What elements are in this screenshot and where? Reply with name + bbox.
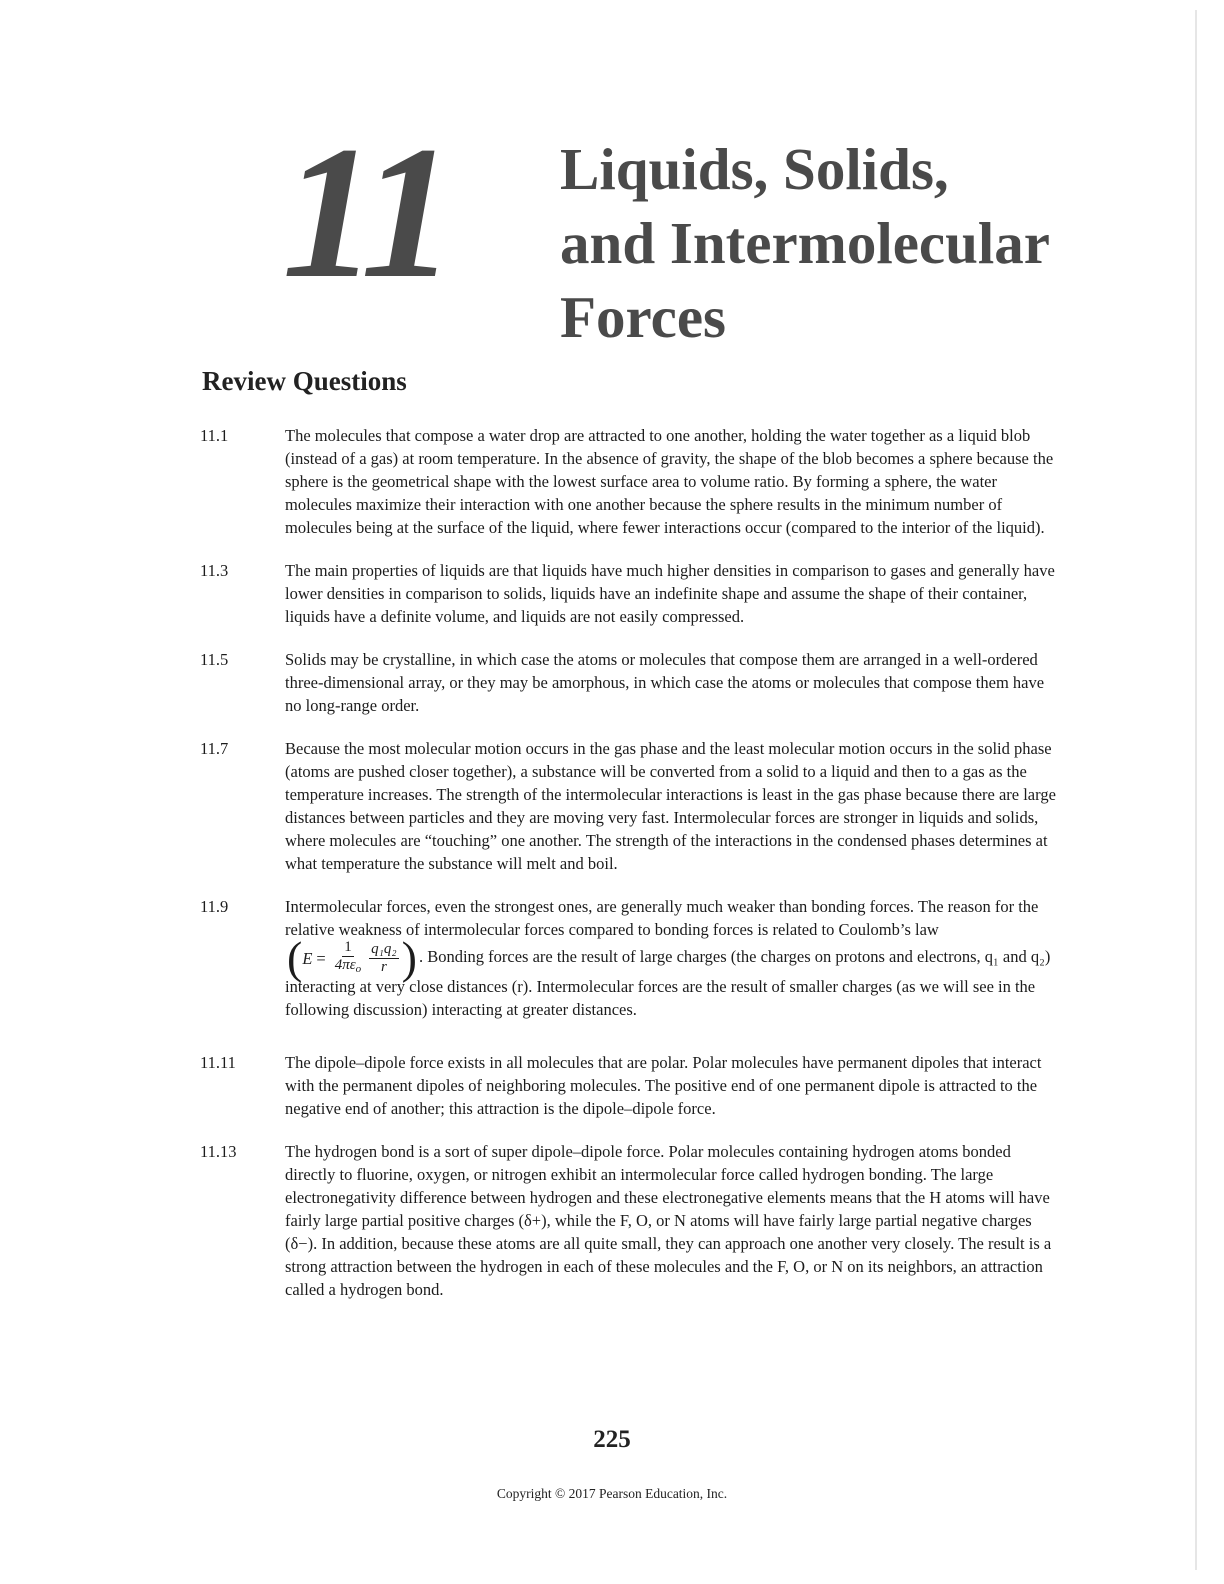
copyright-notice: Copyright © 2017 Pearson Education, Inc. [496, 1486, 728, 1501]
page-edge-line [1195, 10, 1197, 1570]
question-11-13 [200, 1140, 1060, 1301]
question-answer-text: The hydrogen bond is a sort of super dipole–dipole force. Polar molecules containing hydrogen atoms bonded directly to fluorine, oxygen, or nitrogen exhibit an intermolecular force called hydrogen bonding. The large electronegativity difference between hydrogen and these electronegative elements means that the H atoms will have fairly large partial positive charges (δ+), while the F, O, or N atoms will have fairly large partial negative charges (δ−). In addition, because these atoms are all quite small, they can approach one another very closely. The result is a strong attraction between the hydrogen in each of these molecules and the F, O, or N on its neighbors, an attraction called a hydrogen bond. [285, 1142, 1052, 1299]
question-answer-text: The molecules that compose a water drop are attracted to one another, holding the water together as a liquid blob (instead of a gas) at room temperature. In the absence of gravity, the shape of the blob becomes a sphere because the sphere is the geometrical shape with the lowest surface area to volume ratio. By forming a sphere, the water molecules maximize their interaction with one another because the sphere results in the minimum number of molecules being at the surface of the liquid, where fewer interactions occur (compared to the interior of the liquid). [285, 426, 1054, 537]
formula-energy-symbol: E [302, 948, 313, 968]
question-number: 11.7 [200, 739, 229, 758]
question-11-5 [200, 648, 1060, 717]
question-11-3 [200, 559, 1060, 628]
review-questions-list [200, 424, 1060, 1301]
formula-charge-fraction [369, 941, 398, 976]
fraction-denominator [333, 957, 363, 978]
section-heading: Review Questions [202, 366, 407, 396]
question-number: 11.9 [200, 897, 229, 916]
question-number: 11.1 [200, 426, 229, 445]
question-answer-text: The main properties of liquids are that liquids have much higher densities in comparison to gases and generally have lower densities in comparison to solids, liquids have an indefinite shape and assume the shape of their container, liquids have a definite volume, and liquids are not easily compressed. [285, 561, 1055, 626]
question-11-11 [200, 1051, 1060, 1120]
chapter-title-line-2: and Intermolecular [560, 210, 1050, 276]
answer-text-before-formula: Intermolecular forces, even the strongest ones, are generally much weaker than bonding forces. The reason for the relative weakness of intermolecular forces compared to bonding forces is related to Coulomb’s law [285, 897, 1039, 939]
question-11-7 [200, 737, 1060, 875]
fraction-numerator: q₁q₂ [371, 940, 397, 957]
question-number: 11.13 [200, 1142, 237, 1161]
formula-constant-fraction [333, 939, 363, 978]
formula-equals-sign: = [316, 948, 326, 968]
question-11-1 [200, 424, 1060, 539]
chapter-title-line-3: Forces [560, 284, 726, 350]
question-answer-text: The dipole–dipole force exists in all molecules that are polar. Polar molecules have permanent dipoles that interact with the permanent dipoles of neighboring molecules. The positive end of one permanent dipole is attracted to the negative end of another; this attraction is the dipole–dipole force. [285, 1053, 1042, 1118]
question-11-9 [200, 895, 1060, 1021]
page-number: 225 [593, 1426, 631, 1453]
coulombs-law-formula [287, 932, 417, 983]
question-answer-text [285, 895, 1060, 1021]
formula-open-paren: ( [287, 932, 303, 983]
fraction-denominator: r [380, 958, 387, 975]
fraction-numerator: 1 [344, 938, 352, 955]
question-number: 11.11 [200, 1053, 236, 1072]
chapter-title-line-1: Liquids, Solids, [560, 136, 949, 202]
chapter-number: 11 [282, 108, 450, 318]
chapter-title [560, 132, 1050, 354]
question-answer-text: Solids may be crystalline, in which case the atoms or molecules that compose them are arranged in a well-ordered three-dimensional array, or they may be amorphous, in which case the atoms or molecules that compose them have no long-range order. [285, 650, 1045, 715]
fraction-denominator-main: 4πε [334, 956, 356, 973]
answer-text-after-formula: . Bonding forces are the result of large charges (the charges on protons and electrons, q₁ and q₂) interacting at very close distances (r). Intermolecular forces are the result of smaller charges (as we will see in the following discussion) interacting at greater distances. [285, 946, 1051, 1019]
question-number: 11.5 [200, 650, 229, 669]
question-number: 11.3 [200, 561, 229, 580]
question-answer-text: Because the most molecular motion occurs in the gas phase and the least molecular motion occurs in the solid phase (atoms are pushed closer together), a substance will be converted from a solid to a liquid and then to a gas as the temperature increases. The strength of the intermolecular interactions is least in the gas phase because there are large distances between particles and they are moving very fast. Intermolecular forces are stronger in liquids and solids, where molecules are “touching” one another. The strength of the interactions in the condensed phases determines at what temperature the substance will melt and boil. [285, 739, 1056, 873]
fraction-denominator-subscript: o [355, 962, 362, 975]
formula-close-paren: ) [401, 932, 417, 983]
